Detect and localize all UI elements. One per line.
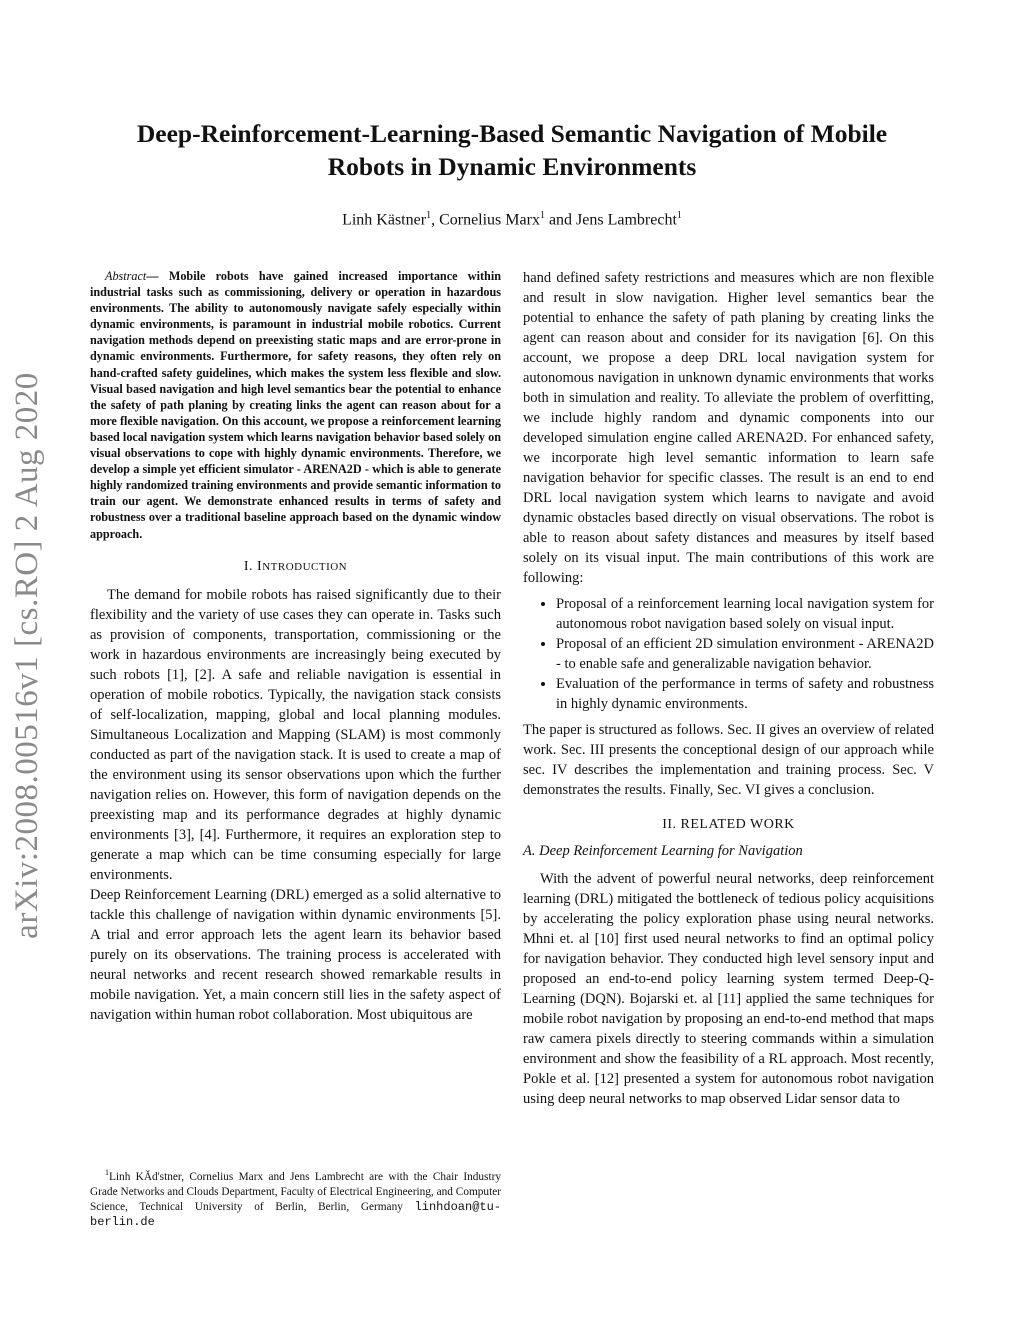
abstract-label: Abstract: [105, 269, 147, 283]
intro-paragraph-4: The paper is structured as follows. Sec. II gives an overview of related work. Sec. III presents the conceptional design of our approach while sec. IV describes the implementation and training process. Sec. V demonstrates the results. Finally, Sec. VI gives a conclusion.: [523, 722, 934, 798]
affiliation-mark: 1: [426, 210, 432, 221]
paper-title-line-2: Robots in Dynamic Environments: [327, 152, 697, 181]
intro-paragraph-2: Deep Reinforcement Learning (DRL) emerged as a solid alternative to tackle this challenge of navigation within dynamic environments [5]. A trial and error approach lets the agent learn its behavior based purely on its observations. The training process is accelerated with neural networks and recent research showed remarkable results in mobile navigation. Yet, a main concern still lies in the safety aspect of navigation within human robot collaboration. Most ubiquitous are: [90, 886, 501, 1023]
contributions-list: [523, 594, 934, 714]
list-item: • Proposal of an efficient 2D simulation environment - ARENA2D - to enable safe and generalizable navigation behavior.: [556, 634, 934, 674]
intro-paragraph-1: The demand for mobile robots has raised significantly due to their flexibility and the variety of use cases they can operate in. Tasks such as provision of components, transportation, commissioning or the work in hazardous environments are increasingly being executed by such robots [1], [2]. A safe and reliable navigation is essential in operation of mobile robotics. Typically, the navigation stack consists of self-localization, mapping, global and local planning modules. Simultaneous Localization and Mapping (SLAM) is most commonly conducted as part of the navigation stack. It is used to create a map of the environment using its sensor observations upon which the further navigation relies on. However, this form of navigation depends on the preexisting map and its performance degrades at highly dynamic environments [3], [4]. Furthermore, it requires an exploration step to generate a map which can be time consuming especially for large environments.: [90, 586, 501, 883]
intro-paragraph-3: hand defined safety restrictions and measures which are non flexible and result in slow navigation. Higher level semantics bear the potential to enhance the safety of path planing by creating links the agent can reason about and consider for its navigation [6]. On this account, we propose a deep DRL local navigation system for autonomous navigation in unknown dynamic environments that works both in simulation and reality. To alleviate the problem of overfitting, we include highly random and dynamic components into our developed simulation engine called ARENA2D. For enhanced safety, we incorporate high level semantic information to learn safe navigation behavior for specific classes. The result is an end to end DRL local navigation system which learns to navigate and avoid dynamic obstacles based directly on visual observations. The robot is able to reason about safety distances and measures by itself based solely on its visual input. The main contributions of this work are following:: [523, 270, 934, 586]
section-heading-introduction: I. INTRODUCTION: [243, 558, 348, 574]
abstract: Abstract— Mobile robots have gained increased importance within industrial tasks such as commissioning, delivery or operation in hazardous environments. The ability to autonomously navigate safely especially within dynamic environments, is paramount in industrial mobile robotics. Current navigation methods depend on preexisting static maps and are error-prone in dynamic environments. Furthermore, for safety reasons, they often rely on hand-crafted safety guidelines, which makes the system less flexible and slow. Visual based navigation and high level semantics bear the potential to enhance the safety of path planing by creating links the agent can reason about for a more flexible navigation. On this account, we propose a reinforcement learning based local navigation system which learns navigation behavior based solely on visual observations to cope with highly dynamic environments. Therefore, we develop a simple yet efficient simulator - ARENA2D - which is able to generate highly randomized training environments and provide semantic information to train our agent. We demonstrate enhanced results in terms of safety and robustness over a traditional baseline approach based on the dynamic window approach.: [90, 269, 502, 541]
author-1: Linh Kästner: [342, 211, 427, 229]
paper-title: [90, 117, 934, 183]
related-paragraph-1: With the advent of powerful neural networks, deep reinforcement learning (DRL) mitigated the bottleneck of tedious policy acquisitions by accelerating the policy exploration phase using neural networks. Mhni et. al [10] first used neural networks to find an optimal policy for navigation behavior. They conducted high level sensory input and proposed an end-to-end policy learning system termed Deep-Q-Learning (DQN). Bojarski et. al [11] applied the same techniques for mobile robot navigation by proposing an end-to-end method that maps raw camera pixels directly to steering commands within a simulation environment and show the feasibility of a RL approach. Most recently, Pokle et al. [12] presented a system for autonomous robot navigation using deep neural networks to map observed Lidar sensor data to: [523, 871, 934, 1107]
arxiv-identifier: arXiv:2008.00516v1 [cs.RO] 2 Aug 2020: [8, 371, 45, 939]
footnote-mark: 1: [105, 1168, 109, 1177]
paper-title-line-1: Deep-Reinforcement-Learning-Based Semantic Navigation of Mobile: [136, 119, 888, 148]
section-heading-related-work: II. RELATED WORK: [662, 817, 795, 832]
list-item: • Evaluation of the performance in terms of safety and robustness in highly dynamic environments.: [556, 674, 934, 714]
author-list: Linh Kästner$^1$, Cornelius Marx$^1$ and Jens Lambrecht$^1$: [342, 210, 682, 229]
subsection-heading-drl-navigation: A. Deep Reinforcement Learning for Navigation: [523, 843, 803, 859]
affiliation-mark: 1: [539, 210, 545, 221]
author-2: Cornelius Marx: [439, 211, 540, 229]
affiliation-footnote: [90, 1165, 501, 1230]
affiliation-mark: 1: [676, 210, 682, 221]
list-item: • Proposal of a reinforcement learning local navigation system for autonomous robot navigation based solely on visual input.: [556, 594, 934, 634]
author-3: Jens Lambrecht: [576, 211, 677, 229]
arxiv-identifier-stamp: [2, 350, 52, 960]
abstract-text: Mobile robots have gained increased importance within industrial tasks such as commissioning, delivery or operation in hazardous environments. The ability to autonomously navigate safely especially within dynamic environments, is paramount in industrial mobile robotics. Current navigation methods depend on preexisting static maps and are error-prone in dynamic environments. Furthermore, for safety reasons, they often rely on hand-crafted safety guidelines, which makes the system less flexible and slow. Visual based navigation and high level semantics bear the potential to enhance the safety of path planing by creating links the agent can reason about for a more flexible navigation. On this account, we propose a reinforcement learning based local navigation system which learns navigation behavior based solely on visual observations to cope with highly dynamic environments. Therefore, we develop a simple yet efficient simulator - ARENA2D - which is able to generate highly randomized training environments and provide semantic information to train our agent. We demonstrate enhanced results in terms of safety and robustness over a traditional baseline approach based on the dynamic window approach.: [90, 269, 502, 541]
footnote-text: Linh KĂd'stner, Cornelius Marx and Jens Lambrecht are with the Chair Industry Grade Networks and Clouds Department, Faculty of Electrical Engineering, and Computer Science, Technical University of Berlin, Berlin, Germany: [90, 1170, 501, 1213]
contact-email[interactable]: linhdoan@tu-berlin.de: [90, 1199, 501, 1229]
left-column: [90, 268, 501, 1025]
right-column: [523, 268, 934, 1109]
